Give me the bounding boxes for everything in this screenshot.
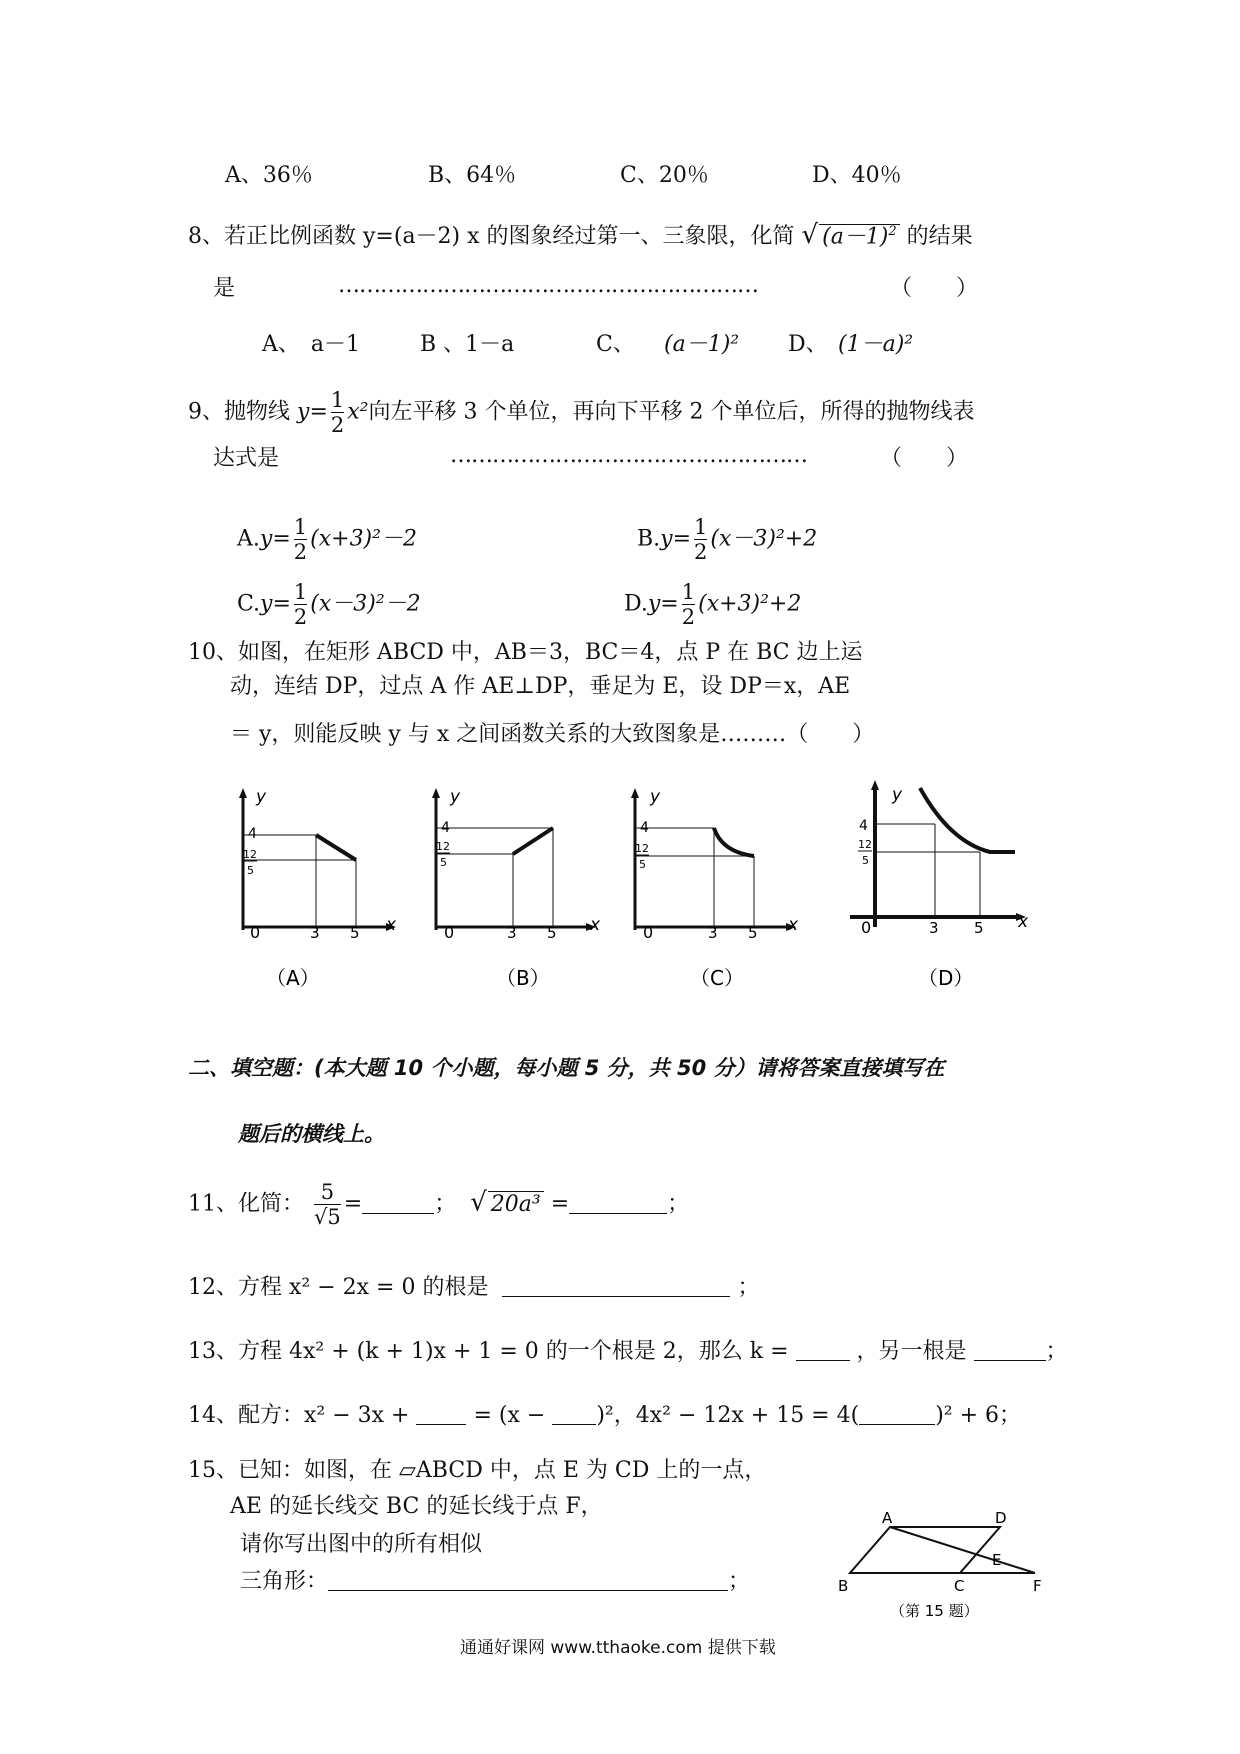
graph-c-x-label: x: [788, 915, 799, 935]
q14: 14、配方：x² − 3x + = (x − )²，4x² − 12x + 15 = 4( )² + 6；: [188, 1403, 1022, 1428]
graph-b-tick-3: 3: [507, 924, 517, 942]
graph-d-tick-5: 5: [974, 919, 984, 937]
q11-fraction: $\frac{5}{√5}$: [314, 1180, 341, 1230]
footer: 通通好课网 www.tthaoke.com 提供下载: [460, 1638, 776, 1658]
q9-option-a: A.y= $\frac{1}{2}$ (x+3)²－2: [237, 515, 417, 565]
q9-stem-a: 抛物线: [224, 399, 291, 425]
label-e: E: [992, 1551, 1002, 1569]
graph-b-tick-5: 5: [547, 924, 557, 942]
q8-option-d-label: D、: [788, 332, 828, 357]
q8-option-a: A、 a－1: [262, 332, 361, 357]
label-d: D: [995, 1509, 1007, 1527]
graph-c-ytick-5: 5: [639, 858, 646, 871]
q7-option-d: D、40％: [812, 163, 902, 188]
graph-a-ytick-4: 4: [248, 826, 257, 842]
q11-blank-2[interactable]: [569, 1193, 667, 1214]
graph-b: [432, 787, 601, 942]
q7-option-a: A、36％: [225, 163, 313, 188]
graph-a-ytick-5: 5: [247, 864, 254, 877]
q8-option-c: (a－1)²: [664, 332, 740, 357]
q15-line1: 15、已知：如图，在 ▱ABCD 中，点 E 为 CD 上的一点，: [188, 1458, 767, 1483]
q9-x2: x²: [347, 399, 369, 425]
section2-heading-cont: 题后的横线上。: [238, 1122, 385, 1146]
q15-figure-caption: （第 15 题）: [890, 1602, 979, 1620]
q9-stem-c: 达式是: [213, 446, 280, 471]
graph-c-origin: 0: [643, 923, 654, 942]
sqrt-symbol: √: [801, 220, 819, 250]
q10-line2: 动，连结 DP，过点 A 作 AE⊥DP，垂足为 E，设 DP＝x，AE: [230, 674, 851, 699]
q14-blank-1[interactable]: [416, 1404, 466, 1425]
graph-a-caption: （A）: [266, 966, 320, 990]
graph-a-y-label: y: [256, 787, 267, 807]
q9-number: 9、: [188, 399, 224, 425]
q8-option-d: (1－a)²: [838, 332, 914, 357]
label-c: C: [954, 1577, 965, 1595]
graph-c-ytick-12: 12: [635, 842, 649, 855]
graph-d: [850, 780, 1029, 937]
label-b: B: [838, 1577, 849, 1595]
graph-b-caption: （B）: [496, 966, 550, 990]
graph-d-ytick-5: 5: [862, 854, 869, 867]
q8-number: 8、: [188, 224, 224, 249]
q9-stem-b: 向左平移 3 个单位，再向下平移 2 个单位后，所得的抛物线表: [368, 399, 975, 425]
q8-option-b: B 、1－a: [420, 332, 515, 357]
graph-d-ytick-12: 12: [858, 838, 872, 851]
q12: 12、方程 x² − 2x = 0 的根是 ；: [188, 1275, 760, 1300]
q8-stem-a: 若正比例函数 y=(a－2) x 的图象经过第一、三象限，化简: [224, 224, 795, 249]
q9-option-d: D.y= $\frac{1}{2}$ (x+3)²+2: [624, 580, 802, 630]
graph-c-caption: （C）: [690, 966, 744, 990]
graph-c: [631, 787, 799, 942]
q8-option-c-label: C、: [596, 332, 635, 357]
graph-d-caption: （D）: [918, 966, 974, 990]
q8-stem-b: 的结果: [906, 224, 973, 249]
graph-b-y-label: y: [450, 787, 461, 807]
q10-line1: 10、如图，在矩形 ABCD 中，AB＝3，BC＝4，点 P 在 BC 边上运: [188, 640, 863, 665]
graph-b-ytick-4: 4: [441, 820, 450, 836]
q15-line4: 三角形： ；: [240, 1569, 751, 1594]
sqrt-symbol: √: [470, 1187, 487, 1218]
graph-a-x-label: x: [386, 915, 397, 935]
q7-option-c: C、20％: [620, 163, 709, 188]
q15-line2: AE 的延长线交 BC 的延长线于点 F，: [230, 1494, 603, 1519]
label-f: F: [1033, 1577, 1042, 1595]
graph-c-y-label: y: [650, 787, 661, 807]
q13: 13、方程 4x² + (k + 1)x + 1 = 0 的一个根是 2，那么 k = ，另一根是 ；: [188, 1339, 1068, 1364]
q9-y: y=: [297, 399, 328, 425]
graph-c-tick-5: 5: [748, 924, 758, 942]
q10-graphs: [0, 780, 1240, 1000]
q9-option-b: B.y= $\frac{1}{2}$ (x－3)²+2: [637, 515, 818, 565]
graph-b-x-label: x: [590, 915, 601, 935]
graph-a-ytick-12: 12: [243, 848, 257, 861]
q9-answer-paren: （ ）: [880, 446, 969, 471]
graph-a-origin: 0: [250, 923, 261, 942]
q7-option-b: B、64％: [428, 163, 517, 188]
q15-line3: 请你写出图中的所有相似: [240, 1532, 483, 1557]
q8-radicand: $(a-1)^2$: [819, 224, 900, 248]
graph-d-origin: 0: [861, 918, 872, 937]
graph-a-tick-5: 5: [350, 924, 360, 942]
graph-d-y-label: y: [892, 785, 903, 805]
q11-blank-1[interactable]: [362, 1193, 434, 1214]
q13-blank-k[interactable]: [796, 1340, 850, 1361]
graph-d-x-label: x: [1018, 912, 1029, 932]
graph-b-ytick-5: 5: [440, 856, 447, 869]
section2-heading: 二、填空题：(本大题 10 个小题，每小题 5 分，共 50 分）请将答案直接填写在: [188, 1056, 945, 1080]
q9-stem: [188, 388, 974, 437]
graph-b-ytick-12: 12: [436, 840, 450, 853]
q15-figure: [830, 1505, 1060, 1620]
q8-dots: ……………………………………………………: [338, 273, 758, 298]
q11: 11、化简： $\frac{5}{√5}$ = ； √ 20a³ = ；: [188, 1180, 690, 1230]
graph-a-tick-3: 3: [310, 924, 320, 942]
q12-blank[interactable]: [502, 1276, 730, 1297]
q9-dots: ……………………………………………: [450, 443, 807, 468]
graph-d-tick-3: 3: [929, 919, 939, 937]
q14-blank-2[interactable]: [552, 1404, 596, 1425]
q8-stem: [188, 222, 973, 248]
q10-line3: ＝ y，则能反映 y 与 x 之间函数关系的大致图象是………（ ）: [230, 722, 875, 747]
graph-b-origin: 0: [444, 923, 455, 942]
label-a: A: [882, 1509, 893, 1527]
graph-c-ytick-4: 4: [640, 820, 649, 836]
q8-stem-c: 是: [213, 276, 236, 301]
q14-blank-3[interactable]: [859, 1404, 935, 1425]
graph-c-tick-3: 3: [708, 924, 718, 942]
graph-d-ytick-4: 4: [859, 818, 868, 834]
q13-blank-root[interactable]: [974, 1340, 1046, 1361]
q9-option-c: C.y= $\frac{1}{2}$ (x－3)²－2: [237, 580, 421, 630]
q15-blank[interactable]: [328, 1570, 728, 1591]
q9-fraction: $\frac{1}{2}$: [330, 388, 345, 438]
graph-a: [239, 787, 397, 942]
q8-answer-paren: （ ）: [890, 276, 979, 301]
